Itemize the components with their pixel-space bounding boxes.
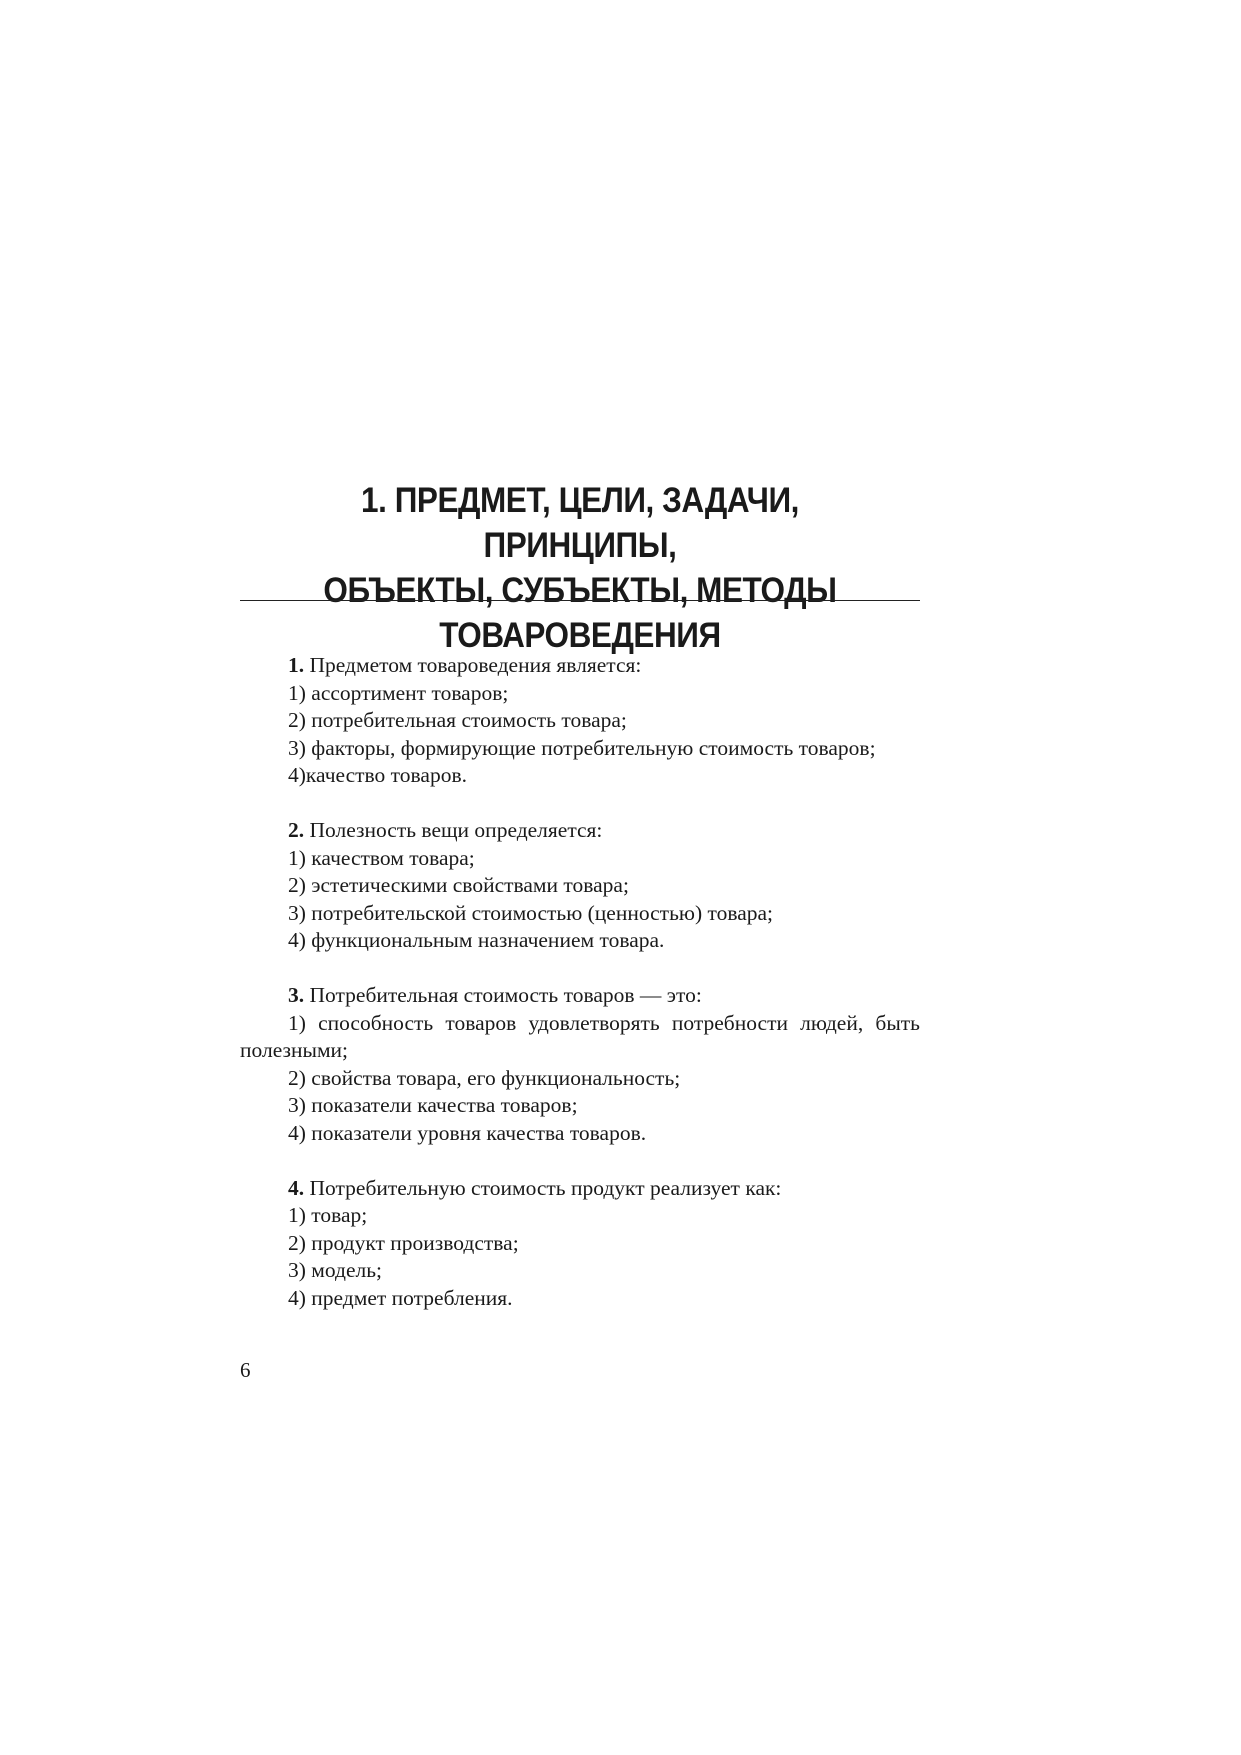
answer-option: 2) продукт производства; bbox=[288, 1230, 519, 1255]
answer-option: 1) товар; bbox=[288, 1203, 368, 1227]
answer-option: 3) модель; bbox=[288, 1258, 383, 1282]
question-3 bbox=[240, 982, 920, 1147]
question-stem bbox=[240, 652, 920, 680]
question-2 bbox=[240, 817, 920, 955]
answer-option: 1) способность товаров удовлетворять потребности людей, быть полезными; bbox=[240, 1010, 920, 1062]
answer-option: 3) потребительской стоимостью (ценностью) товара; bbox=[288, 900, 774, 925]
chapter-title-line: ОБЪЕКТЫ, СУБЪЕКТЫ, МЕТОДЫ bbox=[323, 571, 837, 610]
answer-option: 2) свойства товара, его функциональность; bbox=[288, 1065, 681, 1090]
answer-option: 1) качеством товара; bbox=[288, 845, 475, 870]
chapter-title-line: ТОВАРОВЕДЕНИЯ bbox=[439, 616, 721, 655]
answer-option: 3) показатели качества товаров; bbox=[288, 1093, 578, 1117]
chapter-title-line: 1. ПРЕДМЕТ, ЦЕЛИ, ЗАДАЧИ, ПРИНЦИПЫ, bbox=[361, 481, 799, 565]
title-divider bbox=[240, 600, 920, 601]
questions-list bbox=[240, 652, 920, 1340]
answer-option: 2) эстетическими свойствами товара; bbox=[288, 873, 629, 897]
question-text: Предметом товароведения является: bbox=[304, 653, 642, 677]
book-page bbox=[240, 0, 920, 1755]
answer-option: 4)качество товаров. bbox=[288, 763, 467, 787]
answer-option: 4) показатели уровня качества товаров. bbox=[288, 1120, 647, 1145]
question-text: Потребительную стоимость продукт реализует как: bbox=[304, 1175, 782, 1200]
question-1 bbox=[240, 652, 920, 790]
question-stem bbox=[240, 817, 920, 845]
question-4 bbox=[240, 1175, 920, 1313]
question-number: 3. bbox=[288, 983, 305, 1007]
question-number: 4. bbox=[288, 1175, 305, 1200]
chapter-title bbox=[274, 478, 886, 658]
question-number: 1. bbox=[288, 653, 305, 677]
answer-option: 3) факторы, формирующие потребительную стоимость товаров; bbox=[288, 735, 876, 760]
answer-option: 2) потребительная стоимость товара; bbox=[288, 708, 627, 732]
page-number: 6 bbox=[240, 1358, 251, 1382]
answer-option: 4) предмет потребления. bbox=[288, 1285, 513, 1310]
answer-option: 4) функциональным назначением товара. bbox=[288, 928, 665, 952]
question-stem bbox=[240, 1175, 920, 1203]
question-text: Полезность вещи определяется: bbox=[304, 818, 603, 842]
question-text: Потребительная стоимость товаров — это: bbox=[304, 983, 702, 1007]
question-number: 2. bbox=[288, 818, 305, 842]
question-stem bbox=[240, 982, 920, 1010]
answer-option: 1) ассортимент товаров; bbox=[288, 680, 509, 705]
